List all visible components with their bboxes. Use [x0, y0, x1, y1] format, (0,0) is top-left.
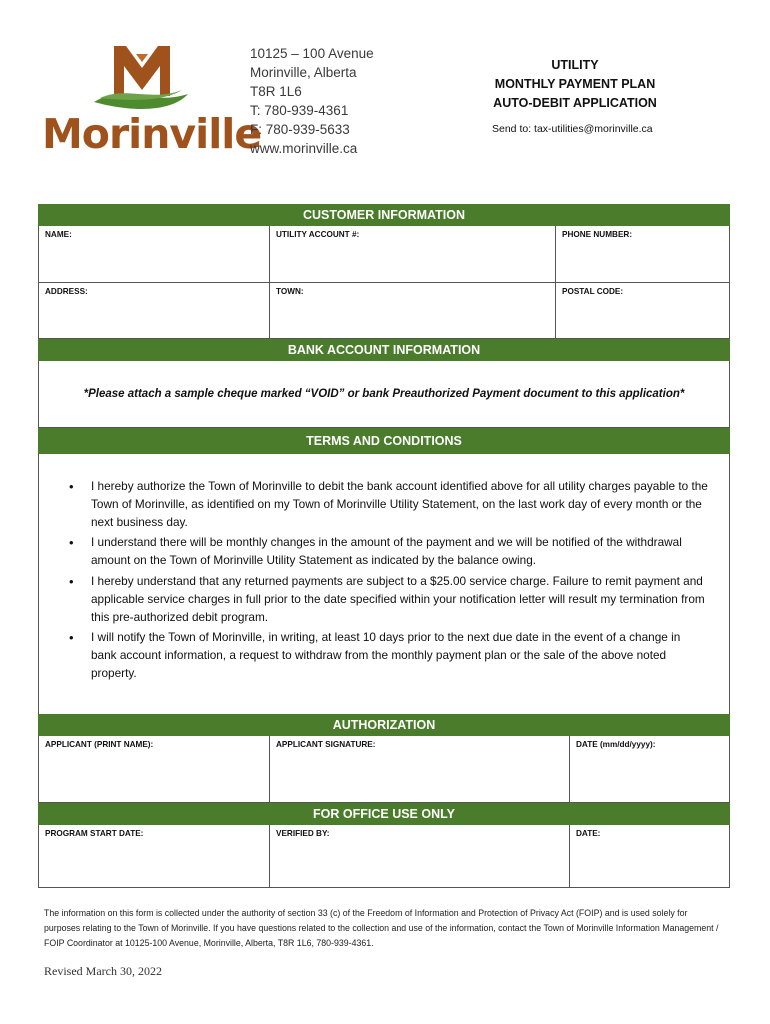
program-start-date-field[interactable] — [39, 825, 269, 887]
send-to-email[interactable]: Send to: tax-utilities@morinville.ca — [492, 123, 653, 135]
terms-heading: TERMS AND CONDITIONS — [38, 428, 730, 454]
address-label: ADDRESS: — [45, 287, 88, 296]
terms-list — [39, 478, 729, 683]
logo-wordmark: Morinville — [42, 110, 262, 158]
program-start-date-label: PROGRAM START DATE: — [45, 829, 144, 838]
applicant-name-label: APPLICANT (PRINT NAME): — [45, 740, 154, 749]
verified-by-label: VERIFIED BY: — [276, 829, 330, 838]
terms-item: • I understand there will be monthly changes in the amount of the payment and we will be notified of the withdrawal amount on the Town of Morinville Utility Statement as indicated by the balance owing. — [91, 534, 709, 570]
customer-info-heading: CUSTOMER INFORMATION — [38, 204, 730, 226]
town-field[interactable] — [269, 283, 555, 338]
authorization-row — [38, 736, 730, 803]
phone-number-label: PHONE NUMBER: — [562, 230, 633, 239]
utility-account-field[interactable] — [269, 226, 555, 282]
name-field[interactable] — [39, 226, 269, 282]
address-city: Morinville, Alberta — [250, 65, 357, 80]
postal-code-label: POSTAL CODE: — [562, 287, 624, 296]
address-block — [250, 44, 374, 158]
terms-item: • I will notify the Town of Morinville, in writing, at least 10 days prior to the next due date in the event of a change in bank account information, a request to withdraw from the monthly payment plan or the sale of the above noted property. — [91, 629, 709, 682]
verified-by-field[interactable] — [269, 825, 569, 887]
applicant-signature-field[interactable] — [269, 736, 569, 802]
customer-row-1 — [38, 226, 730, 283]
bank-info-heading: BANK ACCOUNT INFORMATION — [38, 339, 730, 361]
authorization-date-label: DATE (mm/dd/yyyy): — [576, 740, 656, 749]
customer-row-2 — [38, 283, 730, 339]
applicant-signature-label: APPLICANT SIGNATURE: — [276, 740, 376, 749]
address-postal: T8R 1L6 — [250, 84, 302, 99]
address-fax: F: 780-939-5633 — [250, 122, 350, 137]
revised-date: Revised March 30, 2022 — [44, 964, 162, 978]
address-website[interactable]: www.morinville.ca — [250, 141, 358, 156]
form-title — [470, 56, 680, 113]
office-use-heading: FOR OFFICE USE ONLY — [38, 803, 730, 825]
authorization-heading: AUTHORIZATION — [38, 714, 730, 736]
terms-item: • I hereby authorize the Town of Morinville to debit the bank account identified above for all utility charges payable to the Town of Morinville, as identified on my Town of Morinville Utility Statement, on the last work day of every month or the next business day. — [91, 478, 709, 531]
terms-section — [38, 454, 730, 714]
application-form — [38, 204, 730, 888]
title-line-1: UTILITY — [551, 58, 599, 72]
office-row — [38, 825, 730, 888]
address-phone: T: 780-939-4361 — [250, 103, 349, 118]
title-line-2: MONTHLY PAYMENT PLAN — [494, 77, 656, 91]
terms-item: • I hereby understand that any returned payments are subject to a $25.00 service charge. Failure to remit payment and applicable service charges in full prior to the date specified within your notification letter will result my termination from this pre-authorized debit program. — [91, 573, 709, 626]
postal-code-field[interactable] — [555, 283, 729, 338]
office-date-field[interactable] — [569, 825, 729, 887]
phone-number-field[interactable] — [555, 226, 729, 282]
address-street: 10125 – 100 Avenue — [250, 46, 374, 61]
authorization-date-field[interactable] — [569, 736, 729, 802]
logo-mark-icon — [42, 44, 238, 114]
town-label: TOWN: — [276, 287, 304, 296]
applicant-name-field[interactable] — [39, 736, 269, 802]
foip-notice: The information on this form is collected under the authority of section 33 (c) of the Freedom of Information and Protection of Privacy Act (FOIP) and is used solely for purposes relating to the Town of Morinville. If you have questions related to the collection and use of the information, contact the Town of Morinville Information Management / FOIP Coordinator at 10125-100 Avenue, Morinville, Alberta, T8R 1L6, 780-939-4361. — [44, 908, 719, 948]
utility-account-label: UTILITY ACCOUNT #: — [276, 230, 360, 239]
morinville-logo — [42, 44, 262, 160]
title-line-3: AUTO-DEBIT APPLICATION — [493, 96, 657, 110]
bank-attachment-note: *Please attach a sample cheque marked “VOID” or bank Preauthorized Payment document to this application* — [38, 361, 730, 428]
office-date-label: DATE: — [576, 829, 601, 838]
name-label: NAME: — [45, 230, 72, 239]
address-field[interactable] — [39, 283, 269, 338]
